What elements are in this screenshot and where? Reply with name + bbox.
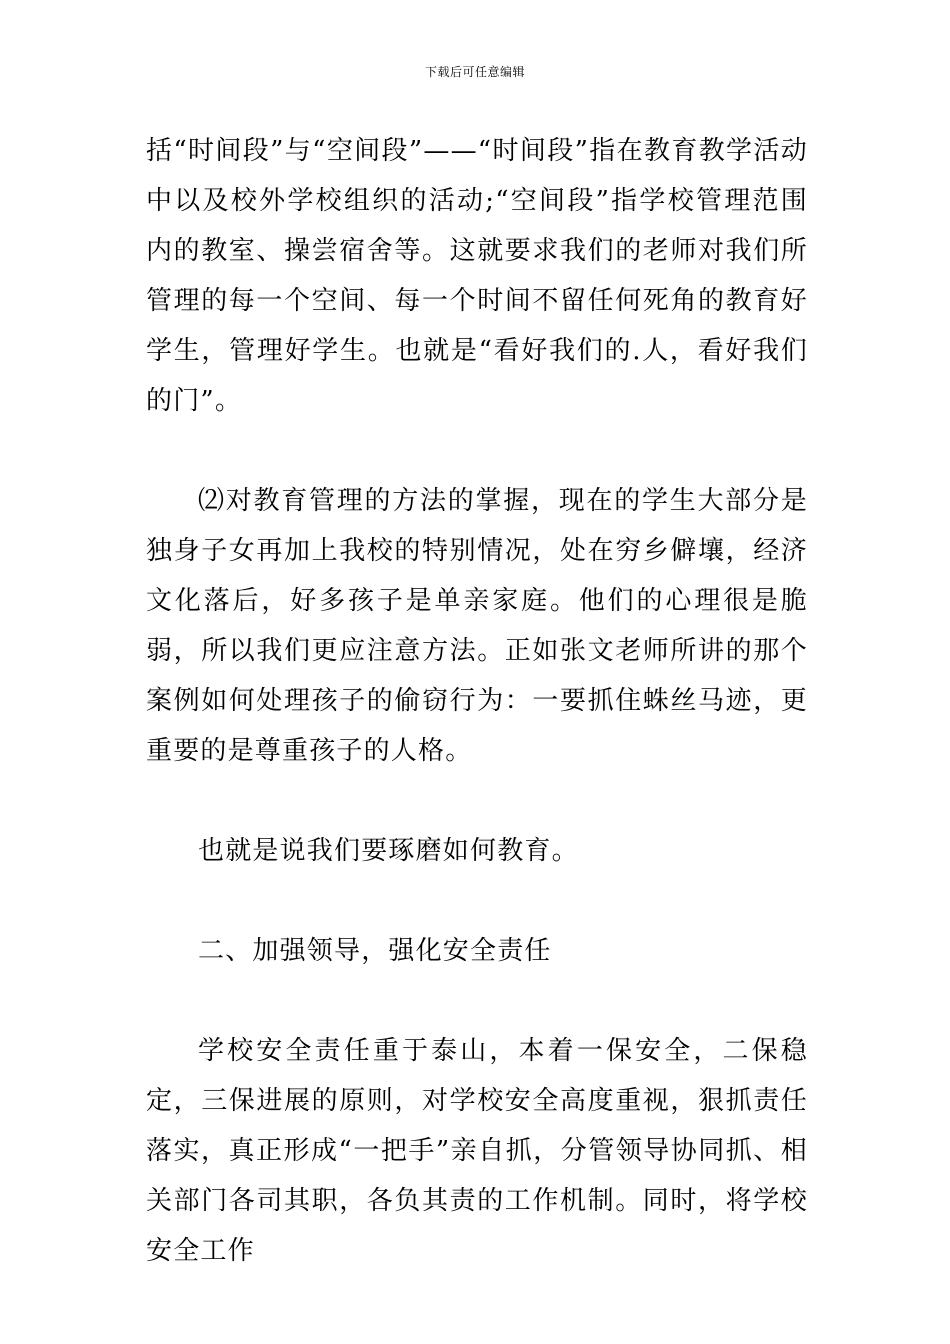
paragraph-summary: 也就是说我们要琢磨如何教育。 xyxy=(198,836,579,866)
page-header: 下载后可任意编辑 xyxy=(424,65,525,79)
section-heading: 二、加强领导，强化安全责任 xyxy=(198,936,552,966)
document-body xyxy=(146,126,808,1276)
paragraph-safety-responsibility: 学校安全责任重于泰山，本着一保安全，二保稳定，三保进展的原则，对学校安全高度重视，狠抓责任落实，真正形成“一把手”亲自抓，分管领导协同抓、相关部门各司其职，各负其责的工作机制。同时，将学校安全工作 xyxy=(146,1036,808,1266)
paragraph-continued: 括“时间段”与“空间段”——“时间段”指在教育教学活动中以及校外学校组织的活动;“空间段”指学校管理范围内的教室、操尝宿舍等。这就要求我们的老师对我们所管理的每一个空间、每一个时间不留任何死角的教育好学生，管理好学生。也就是“看好我们的.人，看好我们的门”。 xyxy=(146,136,808,416)
paragraph-teaching-methods: ⑵对教育管理的方法的掌握，现在的学生大部分是独身子女再加上我校的特别情况，处在穷乡僻壤，经济文化落后，好多孩子是单亲家庭。他们的心理很是脆弱，所以我们更应注意方法。正如张文老师所讲的那个案例如何处理孩子的偷窃行为：一要抓住蛛丝马迹，更重要的是尊重孩子的人格。 xyxy=(146,486,808,766)
